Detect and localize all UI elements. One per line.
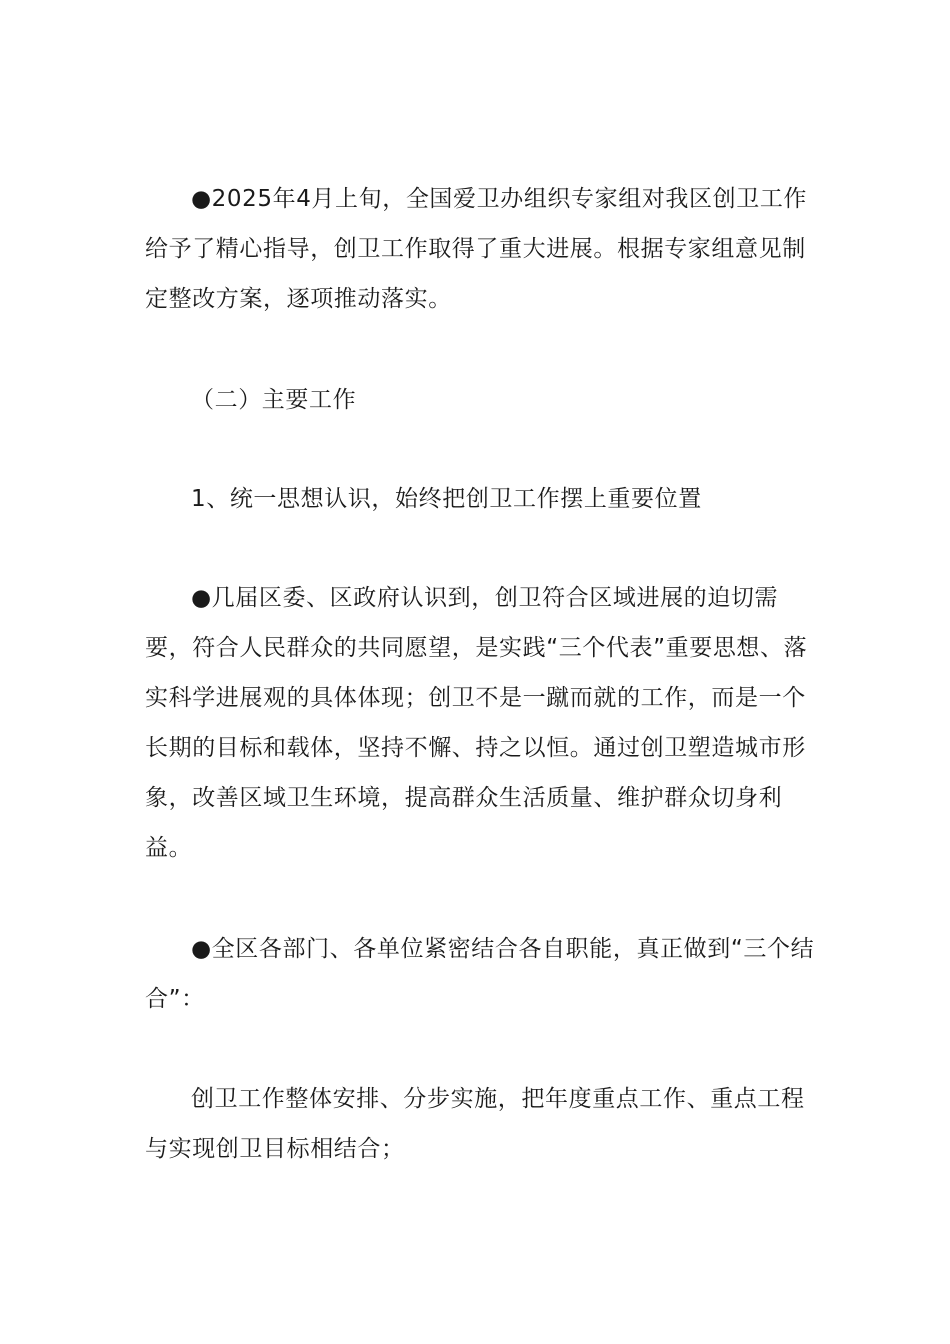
paragraph-expert-guidance: ●2025年4月上旬，全国爱卫办组织专家组对我区创卫工作给予了精心指导，创卫工作取得了重大进展。根据专家组意见制定整改方案，逐项推动落实。	[145, 186, 808, 312]
paragraph-overall-arrangement: 创卫工作整体安排、分步实施，把年度重点工作、重点工程与实现创卫目标相结合；	[145, 1086, 805, 1162]
subsection-heading-unify-thinking: 1、统一思想认识，始终把创卫工作摆上重要位置	[191, 486, 702, 512]
paragraph-district-committee: ●几届区委、区政府认识到，创卫符合区域进展的迫切需要，符合人民群众的共同愿望，是实践“三个代表”重要思想、落实科学进展观的具体体现；创卫不是一蹴而就的工作，而是一个长期的目标和载体，坚持不懈、持之以恒。通过创卫塑造城市形象，改善区域卫生环境，提高群众生活质量、维护群众切身利益。	[145, 585, 808, 861]
paragraph-three-combinations: ●全区各部门、各单位紧密结合各自职能，真正做到“三个结合”：	[145, 936, 815, 1012]
section-heading-main-work: （二）主要工作	[191, 387, 357, 413]
